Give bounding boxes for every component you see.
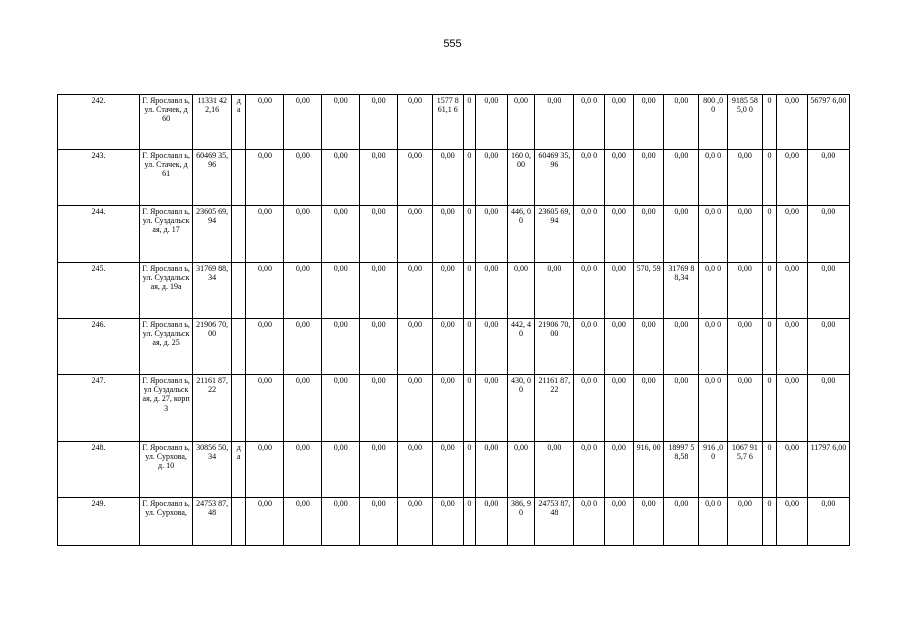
table-cell: 31769 88,34 bbox=[193, 263, 232, 319]
table-cell: 0,00 bbox=[664, 95, 699, 150]
table-cell: 0,0 0 bbox=[699, 375, 728, 442]
table-cell: 0,00 bbox=[507, 442, 535, 498]
row-number-cell: 243. bbox=[58, 150, 140, 206]
table-cell: 0,00 bbox=[807, 498, 849, 546]
table-cell: 0,00 bbox=[322, 319, 360, 375]
table-row bbox=[58, 263, 850, 319]
table-cell: 0,00 bbox=[507, 263, 535, 319]
table-cell: 0,00 bbox=[633, 150, 664, 206]
table-cell: 0,00 bbox=[475, 263, 507, 319]
table-cell: 21161 87,22 bbox=[535, 375, 574, 442]
table-cell: 0,00 bbox=[475, 498, 507, 546]
address-cell: Г. Ярославл ь, ул. Сурхова, bbox=[139, 498, 192, 546]
table-cell: 0 bbox=[762, 442, 776, 498]
table-cell: 0,0 0 bbox=[574, 375, 605, 442]
table-cell: 0,00 bbox=[246, 95, 284, 150]
table-cell: 0,0 0 bbox=[574, 442, 605, 498]
table-cell: 442, 40 bbox=[507, 319, 535, 375]
table-cell: 24753 87,48 bbox=[193, 498, 232, 546]
table-row bbox=[58, 319, 850, 375]
table-cell: 0,00 bbox=[475, 375, 507, 442]
table-cell: 0,00 bbox=[284, 206, 322, 263]
table-row bbox=[58, 95, 850, 150]
table-cell: 0,00 bbox=[398, 442, 433, 498]
table-cell: 0,00 bbox=[398, 498, 433, 546]
table-cell: 0,00 bbox=[398, 375, 433, 442]
table-cell: 0,00 bbox=[807, 263, 849, 319]
table-cell: 0,00 bbox=[777, 150, 808, 206]
table-cell: 0,00 bbox=[777, 442, 808, 498]
table-cell: 0,00 bbox=[284, 442, 322, 498]
table-cell: 0,00 bbox=[475, 319, 507, 375]
table-cell: 9185 585,0 0 bbox=[727, 95, 762, 150]
table-cell: 446, 00 bbox=[507, 206, 535, 263]
table-cell: 0,00 bbox=[246, 375, 284, 442]
table-cell: 0,00 bbox=[475, 206, 507, 263]
table-cell: 0,0 0 bbox=[574, 206, 605, 263]
table-row bbox=[58, 442, 850, 498]
table-cell: 0,00 bbox=[284, 150, 322, 206]
table-cell: 0,00 bbox=[535, 95, 574, 150]
address-cell: Г. Ярославл ь, ул. Стачек, д 60 bbox=[139, 95, 192, 150]
table-cell: 0,00 bbox=[664, 319, 699, 375]
table-cell bbox=[232, 375, 246, 442]
table-cell: 0,00 bbox=[284, 319, 322, 375]
table-cell bbox=[232, 319, 246, 375]
table-cell: 0,00 bbox=[475, 150, 507, 206]
table-cell: 0,00 bbox=[284, 95, 322, 150]
table-cell: 0,00 bbox=[777, 375, 808, 442]
table-cell: 0 bbox=[762, 375, 776, 442]
table-cell: 0 bbox=[463, 442, 475, 498]
table-cell: 1067 915,7 6 bbox=[727, 442, 762, 498]
table-cell: 0,00 bbox=[605, 498, 634, 546]
table-cell: 0,00 bbox=[360, 150, 398, 206]
table-cell: 0,0 0 bbox=[574, 95, 605, 150]
table-row bbox=[58, 206, 850, 263]
table-cell: 0,00 bbox=[633, 206, 664, 263]
page-number: 555 bbox=[443, 38, 462, 50]
table-cell: 0 bbox=[463, 263, 475, 319]
table-cell: 386, 90 bbox=[507, 498, 535, 546]
table-cell: 0,0 0 bbox=[699, 498, 728, 546]
table-cell: 0,00 bbox=[432, 498, 463, 546]
table-cell: 0,00 bbox=[507, 95, 535, 150]
table-cell: 0,00 bbox=[727, 150, 762, 206]
table-cell: 0,00 bbox=[605, 375, 634, 442]
table-cell: 0,00 bbox=[246, 263, 284, 319]
table-cell: 0,00 bbox=[664, 375, 699, 442]
table-cell: 0,00 bbox=[398, 263, 433, 319]
table-cell: 0,00 bbox=[284, 498, 322, 546]
row-number-cell: 247. bbox=[58, 375, 140, 442]
table-cell: 0,00 bbox=[322, 150, 360, 206]
table-cell: 0,00 bbox=[398, 319, 433, 375]
table-cell: 0 bbox=[463, 375, 475, 442]
table-cell: 0,00 bbox=[360, 206, 398, 263]
table-cell: 0,00 bbox=[777, 498, 808, 546]
table-cell bbox=[232, 498, 246, 546]
table-cell: 0,00 bbox=[322, 206, 360, 263]
table-cell: 0,00 bbox=[727, 206, 762, 263]
table-cell: 0,00 bbox=[398, 150, 433, 206]
table-cell: 0,00 bbox=[360, 498, 398, 546]
row-number-cell: 249. bbox=[58, 498, 140, 546]
table-cell: 0,00 bbox=[605, 150, 634, 206]
address-cell: Г. Ярославл ь, ул. Стачек, д 61 bbox=[139, 150, 192, 206]
table-cell: 0,00 bbox=[807, 150, 849, 206]
table-cell: 0 bbox=[762, 498, 776, 546]
table-cell: 0,00 bbox=[475, 95, 507, 150]
table-cell: 11331 422,16 bbox=[193, 95, 232, 150]
table-cell: 0,00 bbox=[535, 263, 574, 319]
table-cell: 24753 87,48 bbox=[535, 498, 574, 546]
row-number-cell: 248. bbox=[58, 442, 140, 498]
table-cell: 60469 35,96 bbox=[535, 150, 574, 206]
table-cell: 0,00 bbox=[605, 206, 634, 263]
table-cell: 916 ,00 bbox=[699, 442, 728, 498]
table-cell: 0,00 bbox=[246, 442, 284, 498]
table-cell: 0,0 0 bbox=[574, 498, 605, 546]
table-cell: 0,00 bbox=[322, 95, 360, 150]
table-cell: 160 0,00 bbox=[507, 150, 535, 206]
table-cell: 0,00 bbox=[432, 150, 463, 206]
table-cell: 0,00 bbox=[777, 206, 808, 263]
table-cell: 0,00 bbox=[664, 206, 699, 263]
table-cell: 570, 59 bbox=[633, 263, 664, 319]
table-cell: 0,00 bbox=[284, 263, 322, 319]
table-cell: 0,00 bbox=[398, 206, 433, 263]
table-cell: 0 bbox=[463, 498, 475, 546]
table-cell: 0,00 bbox=[284, 375, 322, 442]
table-cell: 21906 70,00 bbox=[193, 319, 232, 375]
table-cell: 0 bbox=[762, 263, 776, 319]
table-cell: 0 bbox=[463, 319, 475, 375]
table-row bbox=[58, 498, 850, 546]
table-cell: 430, 00 bbox=[507, 375, 535, 442]
table-cell: 0,00 bbox=[664, 150, 699, 206]
table-cell: 0,0 0 bbox=[699, 263, 728, 319]
table-cell: 0,0 0 bbox=[574, 150, 605, 206]
table-cell: 0 bbox=[463, 150, 475, 206]
table-cell: 0,00 bbox=[360, 375, 398, 442]
address-cell: Г. Ярославл ь, ул. Суздальск ая, д. 25 bbox=[139, 319, 192, 375]
table-cell: 0,00 bbox=[360, 442, 398, 498]
table-cell: 0,00 bbox=[605, 319, 634, 375]
table-cell: 0,00 bbox=[605, 263, 634, 319]
table-cell: 0,00 bbox=[633, 498, 664, 546]
table-cell: 0,00 bbox=[777, 319, 808, 375]
row-number-cell: 245. bbox=[58, 263, 140, 319]
table-cell: 0,0 0 bbox=[699, 206, 728, 263]
table-cell: 0,00 bbox=[360, 319, 398, 375]
table-row bbox=[58, 375, 850, 442]
table-cell: 0 bbox=[463, 206, 475, 263]
table-cell: 0,00 bbox=[360, 263, 398, 319]
row-number-cell: 242. bbox=[58, 95, 140, 150]
table-cell: 0,00 bbox=[246, 150, 284, 206]
table-cell: 0 bbox=[762, 206, 776, 263]
table-cell: 0,00 bbox=[727, 319, 762, 375]
table-cell: 23605 69,94 bbox=[193, 206, 232, 263]
table-cell: 0,00 bbox=[246, 319, 284, 375]
table-cell: 0,00 bbox=[535, 442, 574, 498]
table-cell: 0,0 0 bbox=[574, 263, 605, 319]
table-cell: 0,00 bbox=[322, 375, 360, 442]
table-cell: 916, 00 bbox=[633, 442, 664, 498]
table-cell: 0,00 bbox=[777, 95, 808, 150]
table-cell: 0,00 bbox=[633, 375, 664, 442]
row-number-cell: 246. bbox=[58, 319, 140, 375]
table-cell: 0,00 bbox=[432, 375, 463, 442]
table-cell: 0,00 bbox=[432, 206, 463, 263]
table-cell: 31769 88,34 bbox=[664, 263, 699, 319]
table-row bbox=[58, 150, 850, 206]
table-cell: 0 bbox=[463, 95, 475, 150]
table-cell: 0,00 bbox=[633, 319, 664, 375]
address-cell: Г. Ярославл ь, ул. Сурхова, д. 10 bbox=[139, 442, 192, 498]
table-cell: 0,00 bbox=[807, 319, 849, 375]
table-cell: 0,0 0 bbox=[699, 150, 728, 206]
table-cell: 0 bbox=[762, 95, 776, 150]
table-cell bbox=[232, 150, 246, 206]
table-cell: 0,00 bbox=[727, 498, 762, 546]
table-cell: 56797 6,00 bbox=[807, 95, 849, 150]
table-cell: 0,00 bbox=[664, 498, 699, 546]
table-cell: 0,00 bbox=[322, 442, 360, 498]
table-cell: 21906 70,00 bbox=[535, 319, 574, 375]
table-cell: 0,00 bbox=[605, 95, 634, 150]
table-cell: 0,00 bbox=[246, 206, 284, 263]
table-cell: 0,00 bbox=[777, 263, 808, 319]
table-cell: 0,0 0 bbox=[699, 319, 728, 375]
table-cell: 0 bbox=[762, 150, 776, 206]
table-cell: 0,00 bbox=[727, 263, 762, 319]
table-cell: 0,00 bbox=[432, 319, 463, 375]
table-cell: 0,00 bbox=[605, 442, 634, 498]
table-cell: 1577 861,1 6 bbox=[432, 95, 463, 150]
data-table bbox=[57, 94, 850, 546]
table-cell: 0,00 bbox=[246, 498, 284, 546]
address-cell: Г. Ярославл ь, ул Суздальск ая, д. 27, корп 3 bbox=[139, 375, 192, 442]
table-cell: 0,00 bbox=[432, 263, 463, 319]
table-cell: 0,00 bbox=[807, 206, 849, 263]
table-cell: 30856 50,34 bbox=[193, 442, 232, 498]
table-cell bbox=[232, 263, 246, 319]
address-cell: Г. Ярославл ь, ул. Суздальск ая, д. 17 bbox=[139, 206, 192, 263]
table-cell: 23605 69,94 bbox=[535, 206, 574, 263]
table-cell: 11797 6,00 bbox=[807, 442, 849, 498]
table-cell: 18997 58,58 bbox=[664, 442, 699, 498]
table-cell: 0,00 bbox=[322, 498, 360, 546]
table-cell: 0,00 bbox=[807, 375, 849, 442]
table-cell: 60469 35,96 bbox=[193, 150, 232, 206]
table-cell: 0,0 0 bbox=[574, 319, 605, 375]
table-cell: 0,00 bbox=[398, 95, 433, 150]
table-cell: 0,00 bbox=[475, 442, 507, 498]
table-cell: д а bbox=[232, 442, 246, 498]
table-cell: 0,00 bbox=[633, 95, 664, 150]
table-cell: 0,00 bbox=[360, 95, 398, 150]
table-cell bbox=[232, 206, 246, 263]
address-cell: Г. Ярославл ь, ул. Суздальск ая, д. 19а bbox=[139, 263, 192, 319]
row-number-cell: 244. bbox=[58, 206, 140, 263]
table-cell: 0,00 bbox=[322, 263, 360, 319]
table-cell: 0,00 bbox=[727, 375, 762, 442]
table-cell: 21161 87,22 bbox=[193, 375, 232, 442]
table-cell: 0,00 bbox=[432, 442, 463, 498]
table-cell: д а bbox=[232, 95, 246, 150]
table-cell: 0 bbox=[762, 319, 776, 375]
table-cell: 800 ,00 bbox=[699, 95, 728, 150]
